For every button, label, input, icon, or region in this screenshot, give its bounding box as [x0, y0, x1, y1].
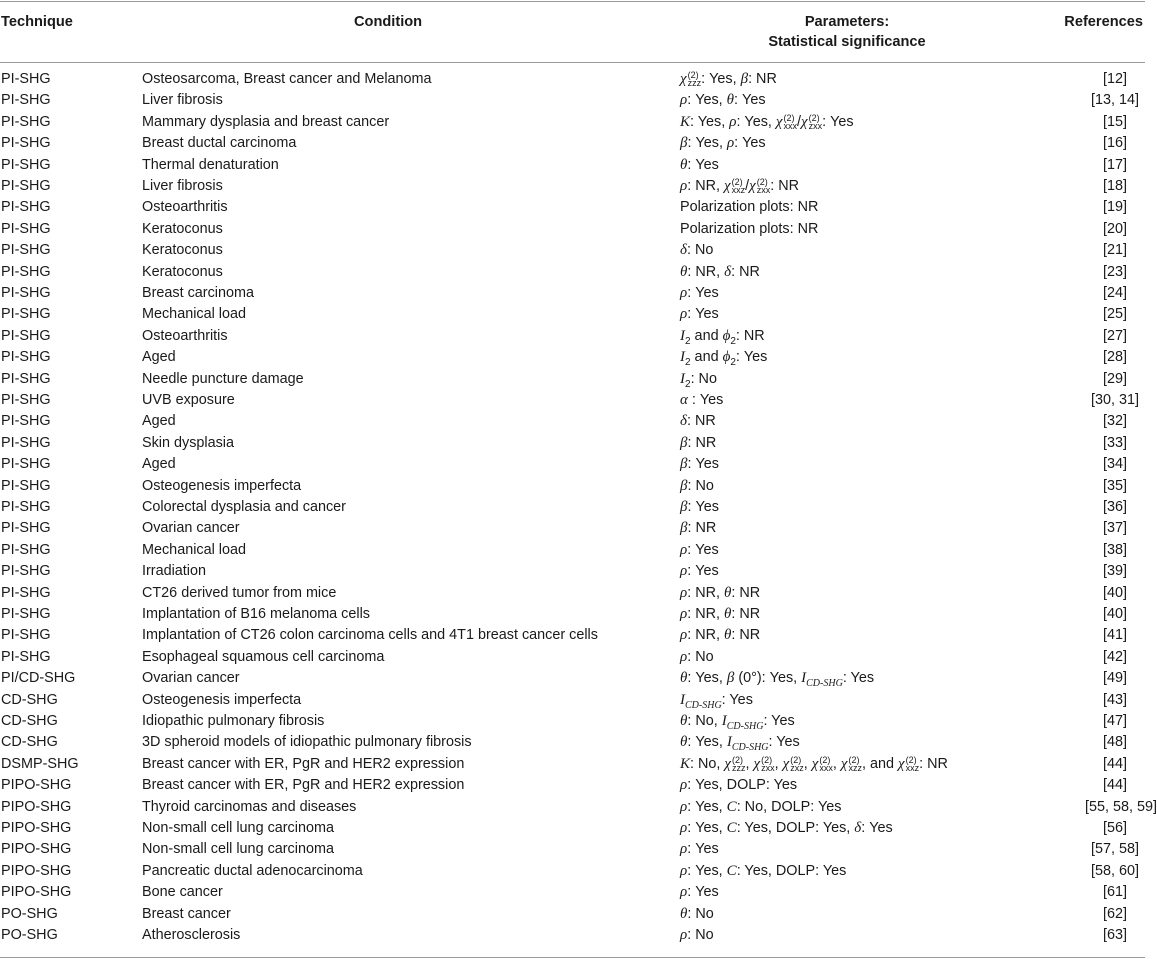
cell-references: [18] [1102, 178, 1127, 194]
cell-technique: PI/CD-SHG [1, 670, 76, 687]
cell-references: [15] [1102, 113, 1127, 130]
cell-technique: PIPO-SHG [1, 862, 72, 879]
cell-references: [40] [1102, 606, 1127, 622]
cell-technique: PI-SHG [1, 71, 51, 87]
cell-technique: PI-SHG [1, 285, 51, 301]
cell-technique: PI-SHG [1, 648, 51, 665]
header-rule [0, 62, 1145, 63]
cell-technique: PI-SHG [1, 199, 51, 216]
cell-condition: Colorectal dysplasia and cancer [142, 499, 346, 515]
cell-condition: Mechanical load [142, 541, 246, 558]
cell-technique: PI-SHG [1, 306, 51, 323]
table-row [0, 90, 1145, 111]
cell-references: [58, 60] [1090, 862, 1139, 879]
table-row [0, 433, 1145, 454]
cell-condition: Ovarian cancer [142, 520, 240, 537]
cell-condition: Keratoconus [142, 220, 223, 237]
cell-parameters: ρ: Yes, C: No, DOLP: Yes [680, 798, 842, 815]
cell-technique: PI-SHG [1, 606, 51, 622]
table-row [0, 304, 1145, 325]
cell-condition: Aged [142, 349, 176, 366]
cell-condition: UVB exposure [142, 392, 235, 408]
cell-condition: Bone cancer [142, 884, 223, 901]
table-row [0, 454, 1145, 475]
table-row [0, 176, 1145, 197]
cell-references: [57, 58] [1090, 841, 1139, 858]
cell-condition: Idiopathic pulmonary fibrosis [142, 713, 325, 729]
cell-parameters: ρ: Yes [680, 306, 719, 323]
cell-technique: PI-SHG [1, 477, 51, 494]
cell-condition: Aged [142, 413, 176, 430]
table-row [0, 882, 1145, 903]
cell-parameters: $I_2$ and $\phi_2$: NR [680, 327, 765, 347]
table-row [0, 732, 1145, 753]
cell-condition: Osteoarthritis [142, 199, 228, 216]
cell-technique: PIPO-SHG [1, 841, 72, 858]
cell-parameters: Polarization plots: NR [680, 199, 819, 216]
cell-technique: PI-SHG [1, 456, 51, 473]
cell-parameters: θ: NR, δ: NR [680, 263, 760, 280]
table-row [0, 797, 1157, 818]
cell-condition: CT26 derived tumor from mice [142, 584, 337, 601]
cell-parameters: $I_{CD-SHG}$: Yes [680, 691, 753, 711]
cell-references: [32] [1102, 413, 1127, 430]
header-references: References [1064, 14, 1143, 30]
cell-references: [13, 14] [1090, 92, 1139, 109]
cell-technique: PI-SHG [1, 370, 51, 387]
cell-references: [21] [1102, 242, 1127, 259]
table-row [0, 925, 1145, 946]
cell-technique: PI-SHG [1, 563, 51, 580]
header-technique: Technique [1, 14, 73, 30]
table-row [0, 240, 1145, 261]
cell-technique: PI-SHG [1, 627, 51, 644]
cell-technique: PIPO-SHG [1, 884, 72, 901]
cell-condition: Breast ductal carcinoma [142, 135, 297, 152]
table-row [0, 112, 1145, 133]
cell-references: [33] [1102, 434, 1127, 451]
cell-condition: Keratoconus [142, 242, 223, 259]
cell-references: [61] [1102, 884, 1127, 901]
cell-parameters: β: Yes [680, 499, 719, 515]
cell-parameters: δ: No [680, 242, 714, 259]
cell-condition: Thyroid carcinomas and diseases [142, 798, 357, 815]
cell-references: [16] [1102, 135, 1127, 152]
cell-references: [30, 31] [1090, 392, 1139, 408]
cell-references: [39] [1102, 563, 1127, 580]
cell-references: [37] [1102, 520, 1127, 537]
table-row [0, 155, 1145, 176]
cell-condition: Osteoarthritis [142, 327, 228, 344]
cell-references: [47] [1102, 713, 1127, 729]
cell-condition: Esophageal squamous cell carcinoma [142, 648, 385, 665]
cell-parameters: ρ: NR, θ: NR [680, 584, 761, 601]
cell-references: [48] [1102, 734, 1127, 751]
cell-references: [29] [1102, 370, 1127, 387]
cell-technique: PIPO-SHG [1, 820, 72, 836]
table-row [0, 133, 1145, 154]
cell-parameters: β: NR [680, 520, 717, 537]
cell-parameters: δ: NR [680, 413, 716, 430]
cell-technique: PI-SHG [1, 263, 51, 280]
cell-parameters: ρ: NR, θ: NR [680, 606, 761, 622]
table-row [0, 690, 1145, 711]
cell-references: [25] [1102, 306, 1127, 323]
cell-parameters: ρ: Yes [680, 285, 719, 301]
header-parameters [762, 12, 932, 52]
cell-references: [44] [1102, 777, 1127, 794]
cell-technique: PI-SHG [1, 156, 51, 173]
cell-references: [49] [1102, 670, 1127, 687]
cell-references: [55, 58, 59] [1085, 798, 1157, 815]
cell-parameters: K: No, χ (2) zzz , χ (2) zxx , χ (2) zxz , χ (2) xxx , χ (2) xzz , and χ (2) xxz : NR [680, 755, 948, 773]
table-row [0, 647, 1145, 668]
cell-condition: Liver fibrosis [142, 92, 223, 109]
table-row [0, 283, 1145, 304]
table-row [0, 839, 1145, 860]
cell-references: [20] [1102, 220, 1127, 237]
cell-condition: Atherosclerosis [142, 927, 241, 943]
cell-parameters: $I_2$ and $\phi_2$: Yes [680, 349, 768, 369]
cell-condition: Breast cancer [142, 905, 231, 922]
header-parameters-line1: Parameters: [804, 14, 890, 30]
cell-technique: PI-SHG [1, 434, 51, 451]
cell-references: [56] [1102, 820, 1127, 836]
cell-technique: PI-SHG [1, 178, 51, 194]
cell-references: [27] [1102, 327, 1127, 344]
cell-technique: PI-SHG [1, 520, 51, 537]
cell-technique: PO-SHG [1, 927, 58, 943]
header-condition: Condition [354, 14, 423, 30]
cell-condition: Ovarian cancer [142, 670, 240, 687]
table-row [0, 197, 1145, 218]
cell-parameters: α : Yes [680, 392, 724, 408]
cell-condition: Non-small cell lung carcinoma [142, 820, 334, 836]
table-row [0, 69, 1145, 90]
cell-condition: Skin dysplasia [142, 434, 234, 451]
cell-technique: DSMP-SHG [1, 755, 79, 772]
cell-references: [40] [1102, 584, 1127, 601]
cell-condition: Aged [142, 456, 176, 473]
table-row [0, 604, 1145, 625]
cell-technique: PI-SHG [1, 541, 51, 558]
table-row [0, 668, 1145, 689]
table-row [0, 583, 1145, 604]
cell-condition: Thermal denaturation [142, 156, 279, 173]
cell-references: [41] [1102, 627, 1127, 644]
cell-parameters: χ (2) zzz : Yes, β: NR [680, 70, 777, 89]
cell-references: [62] [1102, 905, 1127, 922]
cell-parameters: θ: No [680, 905, 714, 922]
cell-technique: PIPO-SHG [1, 777, 72, 794]
cell-technique: PI-SHG [1, 242, 51, 259]
cell-references: [23] [1102, 263, 1127, 280]
table-row [0, 540, 1145, 561]
cell-parameters: ρ: No [680, 927, 714, 943]
cell-parameters: ρ: Yes [680, 884, 719, 901]
cell-parameters: ρ: Yes [680, 541, 719, 558]
cell-condition: Irradiation [142, 563, 206, 580]
cell-parameters: ρ: Yes [680, 563, 719, 580]
cell-parameters: β: NR [680, 434, 717, 451]
cell-parameters: ρ: Yes, DOLP: Yes [680, 777, 798, 794]
table-row [0, 711, 1145, 732]
cell-references: [19] [1102, 199, 1127, 216]
table-row [0, 476, 1145, 497]
table-row [0, 262, 1145, 283]
cell-references: [24] [1102, 285, 1127, 301]
cell-technique: PI-SHG [1, 584, 51, 601]
cell-technique: PI-SHG [1, 92, 51, 109]
cell-parameters: θ: Yes, β (0°): Yes, $I_{CD-SHG}$: Yes [680, 670, 875, 690]
cell-references: [28] [1102, 349, 1127, 366]
cell-parameters: β: Yes, ρ: Yes [680, 135, 766, 152]
cell-technique: PI-SHG [1, 220, 51, 237]
cell-parameters: β: No [680, 477, 714, 494]
cell-references: [38] [1102, 541, 1127, 558]
cell-parameters: θ: Yes [680, 156, 719, 173]
table-row [0, 347, 1145, 368]
table-row [0, 411, 1145, 432]
cell-condition: Implantation of B16 melanoma cells [142, 606, 370, 622]
cell-references: [63] [1102, 927, 1127, 943]
table-row [0, 219, 1145, 240]
cell-technique: PI-SHG [1, 135, 51, 152]
cell-technique: PIPO-SHG [1, 798, 72, 815]
cell-technique: PI-SHG [1, 392, 51, 408]
cell-references: [44] [1102, 755, 1127, 772]
cell-condition: Keratoconus [142, 263, 223, 280]
table-bottom-rule [0, 957, 1145, 958]
cell-references: [17] [1102, 156, 1127, 173]
cell-technique: CD-SHG [1, 713, 58, 729]
table-row [0, 818, 1145, 839]
cell-parameters: Polarization plots: NR [680, 220, 819, 237]
cell-condition: Breast cancer with ER, PgR and HER2 expression [142, 755, 465, 772]
cell-parameters: ρ: NR, θ: NR [680, 627, 761, 644]
cell-references: [36] [1102, 499, 1127, 515]
cell-technique: PI-SHG [1, 327, 51, 344]
cell-condition: Pancreatic ductal adenocarcinoma [142, 862, 363, 879]
cell-parameters: ρ: NR, χ (2) xxz /χ (2) zxx : NR [680, 177, 799, 196]
cell-condition: Non-small cell lung carcinoma [142, 841, 334, 858]
cell-parameters: ρ: Yes, C: Yes, DOLP: Yes, δ: Yes [680, 820, 893, 836]
cell-technique: PI-SHG [1, 349, 51, 366]
table-row [0, 518, 1145, 539]
cell-technique: CD-SHG [1, 734, 58, 751]
cell-technique: PI-SHG [1, 113, 51, 130]
table-row [0, 326, 1145, 347]
table-row [0, 390, 1145, 411]
cell-condition: Mechanical load [142, 306, 246, 323]
cell-parameters: θ: Yes, $I_{CD-SHG}$: Yes [680, 734, 800, 754]
cell-condition: Osteogenesis imperfecta [142, 691, 302, 708]
cell-references: [35] [1102, 477, 1127, 494]
cell-parameters: ρ: Yes, θ: Yes [680, 92, 766, 109]
cell-condition: Breast cancer with ER, PgR and HER2 expression [142, 777, 465, 794]
table-row [0, 625, 1145, 646]
cell-parameters: θ: No, $I_{CD-SHG}$: Yes [680, 713, 795, 732]
cell-technique: PI-SHG [1, 499, 51, 515]
header-parameters-line2: Statistical significance [768, 34, 926, 50]
cell-condition: Osteogenesis imperfecta [142, 477, 302, 494]
cell-references: [34] [1102, 456, 1127, 473]
cell-condition: Osteosarcoma, Breast cancer and Melanoma [142, 71, 432, 87]
cell-condition: Breast carcinoma [142, 285, 254, 301]
cell-parameters: $I_2$: No [680, 370, 717, 390]
cell-references: [12] [1102, 71, 1127, 87]
table-row [0, 861, 1145, 882]
table-top-rule [0, 1, 1145, 2]
cell-technique: PO-SHG [1, 905, 58, 922]
cell-technique: CD-SHG [1, 691, 58, 708]
cell-parameters: ρ: Yes, C: Yes, DOLP: Yes [680, 862, 847, 879]
table-row [0, 561, 1145, 582]
cell-references: [43] [1102, 691, 1127, 708]
cell-condition: Implantation of CT26 colon carcinoma cells and 4T1 breast cancer cells [142, 627, 598, 644]
cell-condition: 3D spheroid models of idiopathic pulmonary fibrosis [142, 734, 472, 751]
table-row [0, 754, 1145, 775]
cell-parameters: β: Yes [680, 456, 719, 473]
cell-references: [42] [1102, 648, 1127, 665]
cell-condition: Needle puncture damage [142, 370, 304, 387]
table-row [0, 904, 1145, 925]
cell-condition: Mammary dysplasia and breast cancer [142, 113, 390, 130]
table-row [0, 497, 1145, 518]
cell-technique: PI-SHG [1, 413, 51, 430]
cell-parameters: ρ: Yes [680, 841, 719, 858]
table-row [0, 369, 1145, 390]
table-row [0, 775, 1145, 796]
cell-parameters: K: Yes, ρ: Yes, χ (2) xxx /χ (2) zxx : Yes [680, 113, 854, 131]
cell-condition: Liver fibrosis [142, 178, 223, 194]
cell-parameters: ρ: No [680, 648, 714, 665]
